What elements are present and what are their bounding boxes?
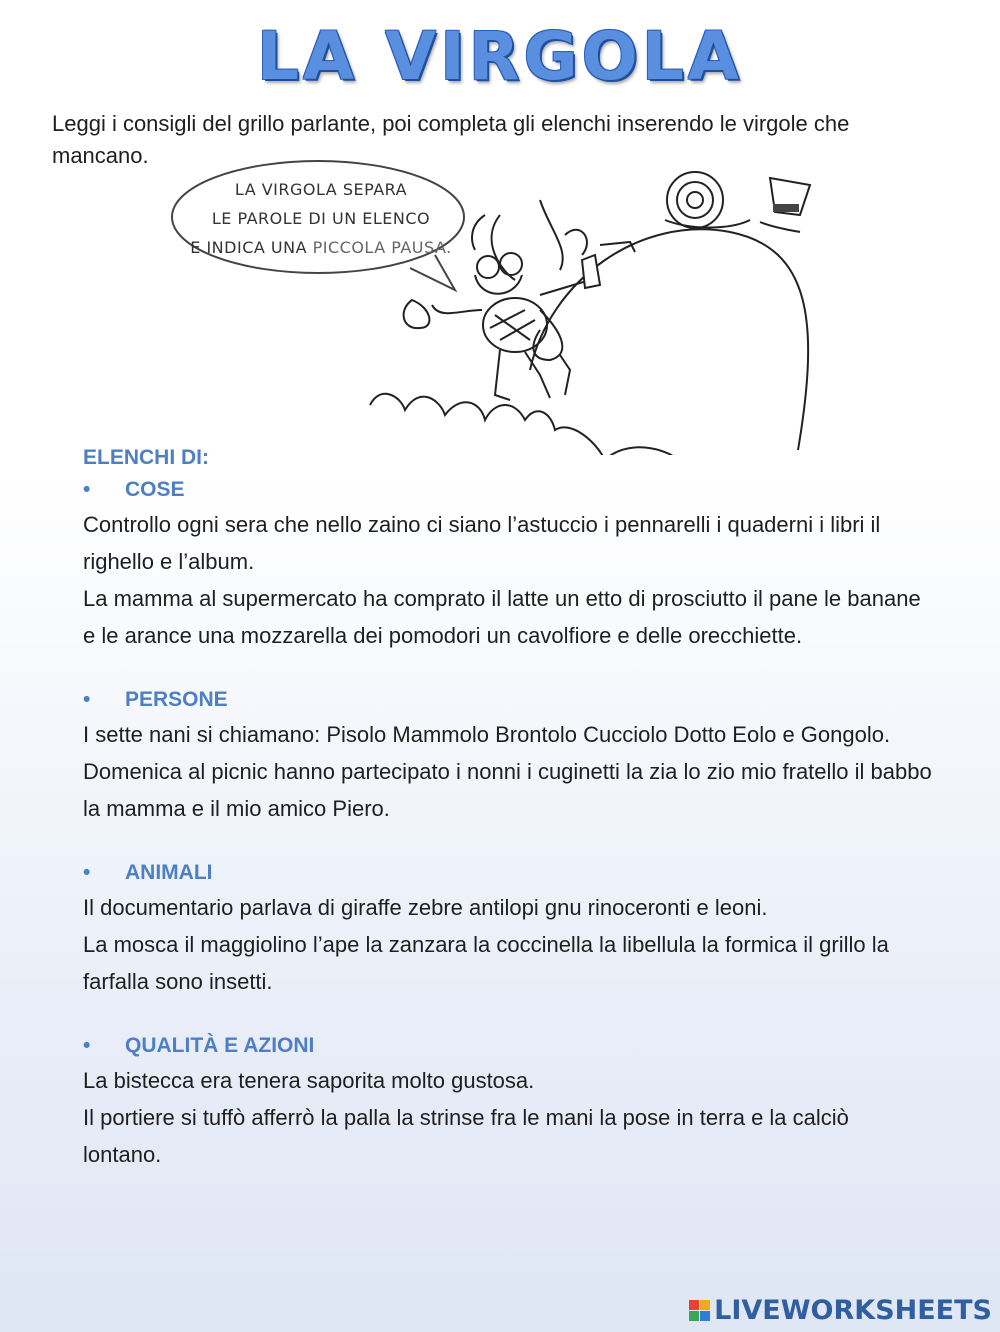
section-animali [83,857,933,1000]
section-title-text: PERSONE [125,688,228,711]
speech-bubble-text [186,175,456,262]
instructions-text: Leggi i consigli del grillo parlante, poi completa gli elenchi inserendo le virgole che mancano. [52,111,850,168]
sentence-paragraph: Domenica al picnic hanno partecipato i nonni i cuginetti la zia lo zio mio fratello il babbo la mamma e il mio amico Piero. [83,759,932,821]
sentence-paragraph: La mosca il maggiolino l’ape la zanzara la coccinella la libellula la formica il grillo la farfalla sono insetti. [83,932,889,994]
section-qualita [83,1030,933,1173]
logo-squares-icon [689,1300,710,1321]
bullet-icon: • [83,478,91,501]
section-title-text: COSE [125,478,185,501]
page-title: LA VIRGOLA [257,18,743,95]
sentence-paragraph: Controllo ogni sera che nello zaino ci siano l’astuccio i pennarelli i quaderni i libri il righello e l’album. [83,512,881,574]
exercise-content [83,442,933,1173]
bubble-line-1: LA VIRGOLA SEPARA [234,180,408,199]
bullet-icon: • [83,688,91,711]
sentence-paragraph: La mamma al supermercato ha comprato il latte un etto di prosciutto il pane le banane e le arance una mozzarella dei pomodori un cavolfiore e delle orecchiette. [83,586,921,648]
hill-shape [530,229,808,450]
top-hat-drawing [760,178,810,232]
section-title [83,474,933,506]
bubble-line-2: LE PAROLE DI UN ELENCO [211,209,431,228]
sentence-paragraph: I sette nani si chiamano: Pisolo Mammolo Brontolo Cucciolo Dotto Eolo e Gongolo. [83,722,891,747]
section-title [83,857,933,889]
bubble-line-3-start: E INDICA UNA [190,238,313,257]
section-cose [83,474,933,654]
section-title [83,1030,933,1062]
liveworksheets-logo[interactable] [689,1295,992,1326]
snail-drawing [665,172,750,228]
lists-heading: ELENCHI DI: [83,446,209,469]
bullet-icon: • [83,1034,91,1057]
bubble-highlight: PICCOLA PAUSA. [312,238,452,257]
section-persone [83,684,933,827]
section-title-text: QUALITÀ E AZIONI [125,1034,315,1057]
sentence-paragraph: La bistecca era tenera saporita molto gustosa. [83,1068,535,1093]
section-title-text: ANIMALI [125,861,213,884]
bubble-line-3 [186,233,456,262]
sentence-paragraph: Il portiere si tuffò afferrò la palla la strinse fra le mani la pose in terra e la calciò lontano. [83,1105,849,1167]
bullet-icon: • [83,861,91,884]
sentence-paragraph: Il documentario parlava di giraffe zebre antilopi gnu rinoceronti e leoni. [83,895,768,920]
logo-text: LIVEWORKSHEETS [714,1295,992,1326]
section-title [83,684,933,716]
